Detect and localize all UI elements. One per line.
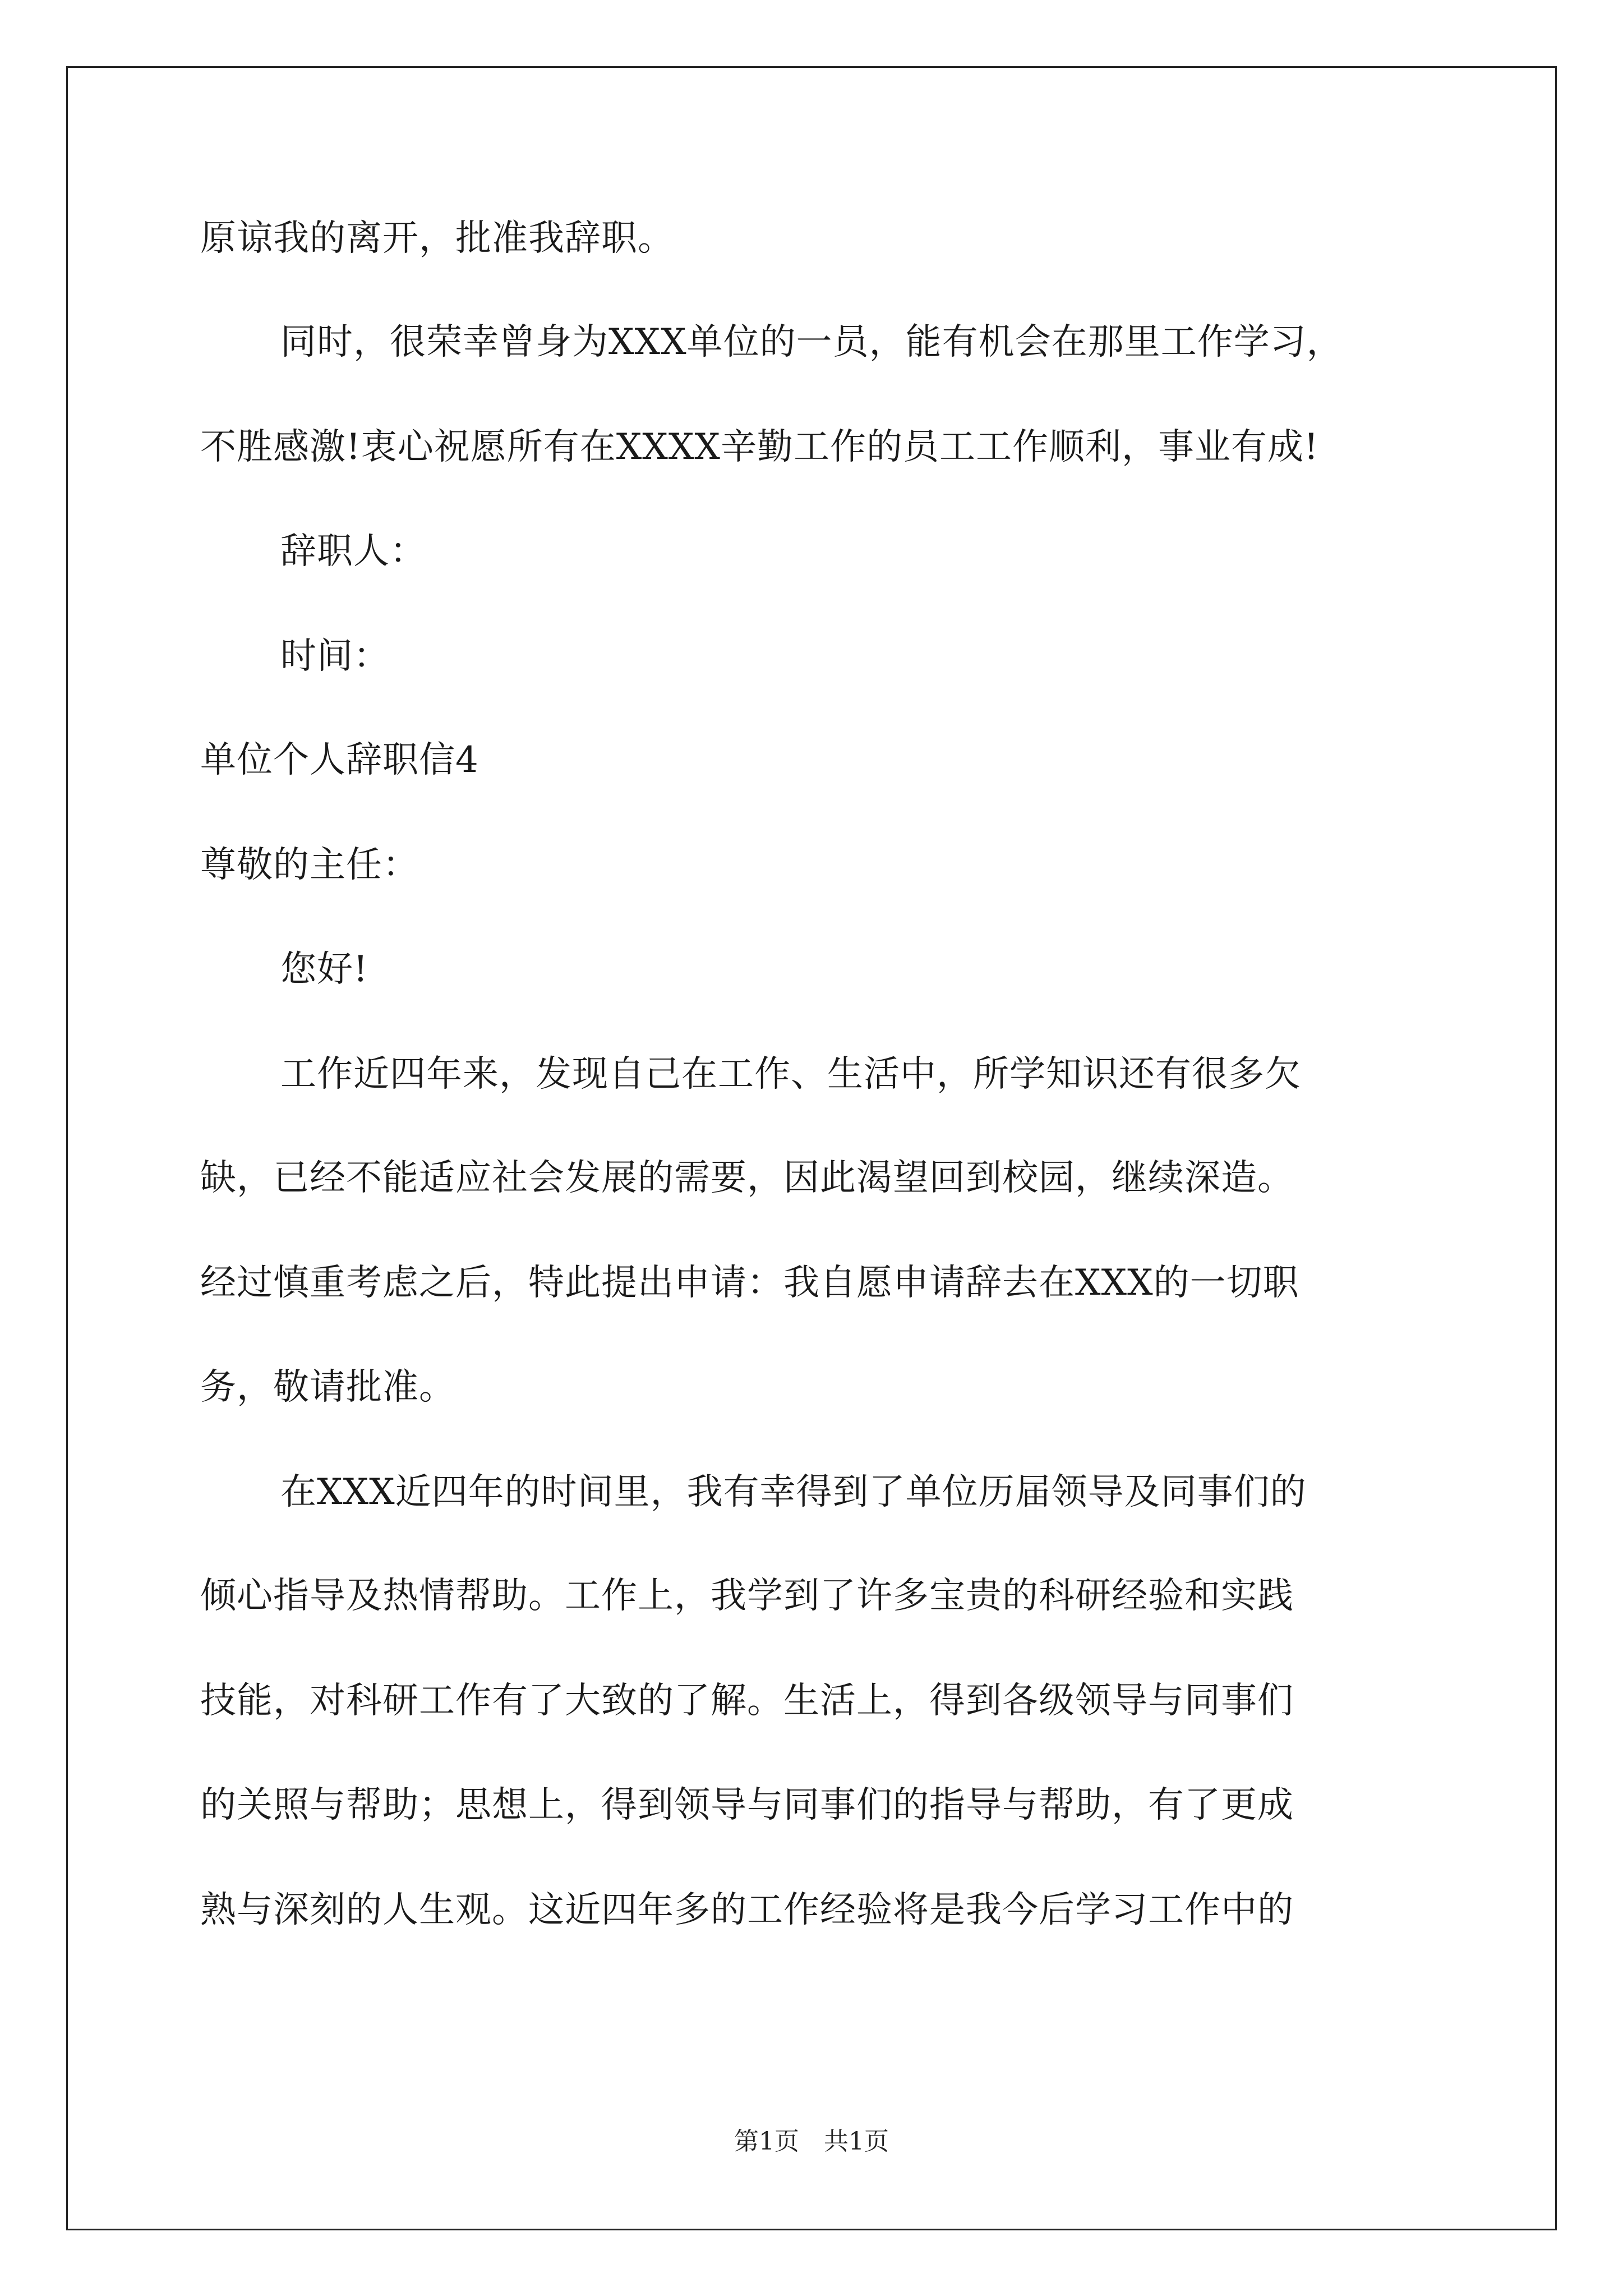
text-line: 务，敬请批准。 bbox=[200, 1366, 455, 1408]
text-line: 熟与深刻的人生观。这近四年多的工作经验将是我今后学习工作中的 bbox=[200, 1889, 1294, 1931]
section-heading: 单位个人辞职信4 bbox=[200, 739, 479, 781]
text-line: 缺，已经不能适应社会发展的需要，因此渴望回到校园，继续深造。 bbox=[200, 1157, 1294, 1199]
text-line: 倾心指导及热情帮助。工作上，我学到了许多宝贵的科研经验和实践 bbox=[200, 1575, 1294, 1617]
text-line: 工作近四年来，发现自己在工作、生活中，所学知识还有很多欠 bbox=[280, 1053, 1301, 1095]
text-line: 的关照与帮助；思想上，得到领导与同事们的指导与帮助，有了更成 bbox=[200, 1784, 1294, 1826]
greeting: 您好! bbox=[280, 949, 368, 990]
text-line: 原谅我的离开，批准我辞职。 bbox=[200, 218, 674, 259]
text-line: 同时，很荣幸曾身为XXX单位的一员，能有机会在那里工作学习， bbox=[280, 321, 1343, 363]
salutation: 尊敬的主任： bbox=[200, 844, 419, 886]
text-line: 时间： bbox=[280, 636, 390, 677]
text-line: 不胜感激!衷心祝愿所有在XXXX辛勤工作的员工工作顺利，事业有成! bbox=[200, 426, 1319, 468]
text-line: 技能，对科研工作有了大致的了解。生活上，得到各级领导与同事们 bbox=[200, 1680, 1294, 1722]
text-line: 辞职人： bbox=[280, 531, 426, 572]
page-number: 第1页 共1页 bbox=[734, 2127, 889, 2156]
text-line: 经过慎重考虑之后，特此提出申请：我自愿申请辞去在XXX的一切职 bbox=[200, 1262, 1299, 1304]
text-line: 在XXX近四年的时间里，我有幸得到了单位历届领导及同事们的 bbox=[280, 1471, 1307, 1513]
